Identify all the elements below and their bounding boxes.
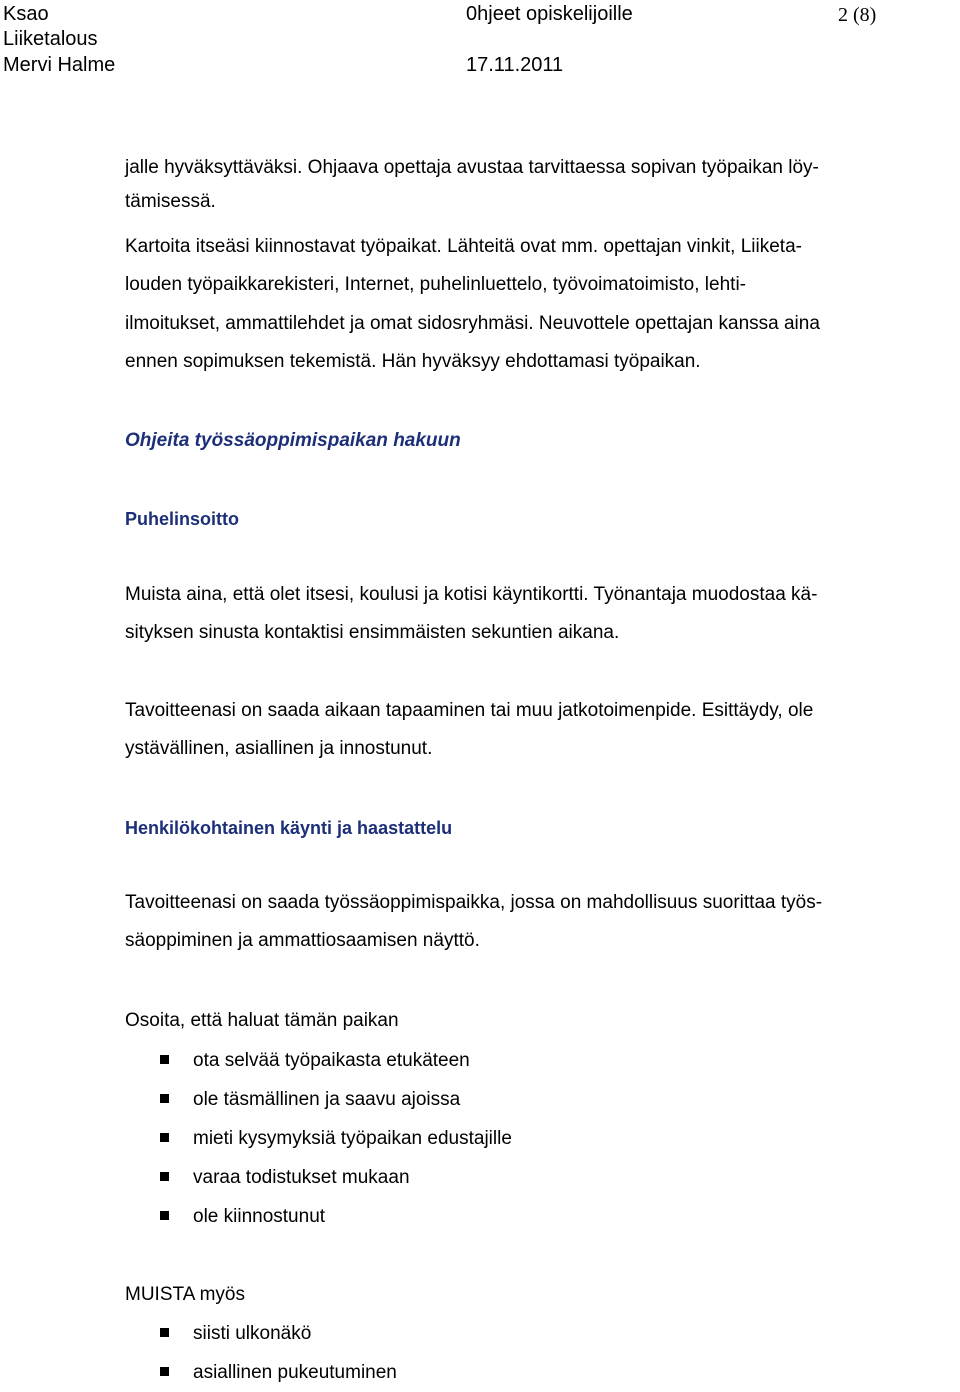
intro-line: ennen sopimuksen tekemistä. Hän hyväksyy ehdottamasi työpaikan. <box>125 351 701 372</box>
list-item: varaa todistukset mukaan <box>160 1158 512 1197</box>
list-item: asiallinen pukeutuminen <box>160 1353 397 1392</box>
intro-line: tämisessä. <box>125 191 216 212</box>
remember-list <box>160 1314 397 1392</box>
list-item: siisti ulkonäkö <box>160 1314 397 1353</box>
square-bullet-icon <box>160 1328 169 1337</box>
intro-line: jalle hyväksyttäväksi. Ohjaava opettaja avustaa tarvittaessa sopivan työpaikan löy- <box>125 157 819 178</box>
list-item: ole täsmällinen ja saavu ajoissa <box>160 1080 512 1119</box>
header-author: Mervi Halme <box>3 54 116 76</box>
remember-intro: MUISTA myös <box>125 1284 245 1305</box>
phone-paragraph-line: ystävällinen, asiallinen ja innostunut. <box>125 738 433 759</box>
header-title: 0hjeet opiskelijoille <box>466 3 633 25</box>
phone-paragraph-line: sityksen sinusta kontaktisi ensimmäisten sekuntien aikana. <box>125 622 620 643</box>
header-org: Ksao <box>3 3 49 25</box>
intro-line: Kartoita itseäsi kiinnostavat työpaikat. Lähteitä ovat mm. opettajan vinkit, Liiketa- <box>125 236 802 257</box>
square-bullet-icon <box>160 1172 169 1181</box>
show-intro: Osoita, että haluat tämän paikan <box>125 1010 399 1031</box>
list-item: ota selvää työpaikasta etukäteen <box>160 1041 512 1080</box>
list-item: mieti kysymyksiä työpaikan edustajille <box>160 1119 512 1158</box>
intro-line: louden työpaikkarekisteri, Internet, puhelinluettelo, työvoimatoimisto, lehti- <box>125 274 746 295</box>
phone-paragraph-line: Muista aina, että olet itsesi, koulusi ja kotisi käyntikortti. Työnantaja muodostaa kä- <box>125 584 818 605</box>
section-heading: Ohjeita työssäoppimispaikan hakuun <box>125 430 461 451</box>
visit-paragraph-line: Tavoitteenasi on saada työssäoppimispaikka, jossa on mahdollisuus suorittaa työs- <box>125 892 823 913</box>
header-date: 17.11.2011 <box>466 54 564 76</box>
visit-heading: Henkilökohtainen käynti ja haastattelu <box>125 818 453 838</box>
header-page-number: 2 (8) <box>838 4 877 26</box>
visit-paragraph-line: säoppiminen ja ammattiosaamisen näyttö. <box>125 930 480 951</box>
header-department: Liiketalous <box>3 28 98 50</box>
square-bullet-icon <box>160 1367 169 1376</box>
square-bullet-icon <box>160 1094 169 1103</box>
intro-line: ilmoitukset, ammattilehdet ja omat sidosryhmäsi. Neuvottele opettajan kanssa aina <box>125 313 820 334</box>
square-bullet-icon <box>160 1211 169 1220</box>
phone-paragraph-line: Tavoitteenasi on saada aikaan tapaaminen tai muu jatkotoimenpide. Esittäydy, ole <box>125 700 814 721</box>
square-bullet-icon <box>160 1055 169 1064</box>
list-item: ole kiinnostunut <box>160 1197 512 1236</box>
square-bullet-icon <box>160 1133 169 1142</box>
phone-heading: Puhelinsoitto <box>125 509 239 529</box>
show-list <box>160 1041 512 1236</box>
